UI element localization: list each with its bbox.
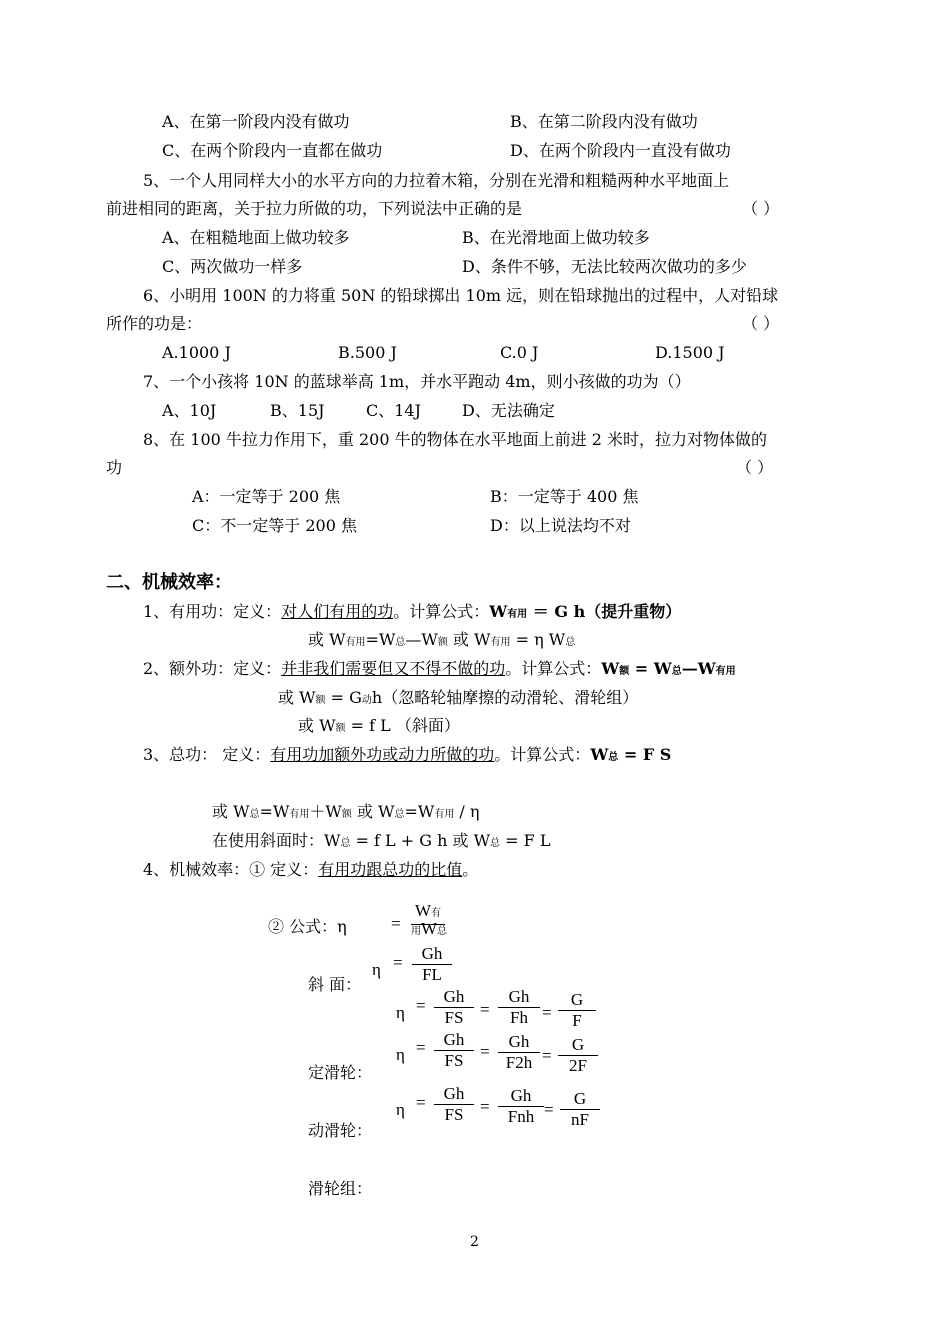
useful-work-lead: 1、有用功：定义： [143, 602, 282, 621]
row2-fraction-3: G F [558, 990, 596, 1031]
total-work-alt-formula-2: 在使用斜面时：W总 = f L + G h 或 W总 = F L [212, 831, 551, 850]
q5-option-a: A、在粗糙地面上做功较多 [162, 228, 350, 247]
extra-work-lead: 2、额外功：定义： [143, 659, 282, 678]
total-work-alt-formula-1: 或 W总=W有用＋W额 或 W总=W有用 / η [212, 802, 480, 821]
extra-work-definition: 并非我们需要但又不得不做的功 [281, 659, 506, 678]
q7-option-d: D、无法确定 [462, 401, 555, 420]
total-work-lead: 3、总功： 定义： [143, 745, 271, 764]
q5-stem-line2: 前进相同的距离，关于拉力所做的功，下列说法中正确的是 [106, 199, 523, 218]
row2-fraction-2: Gh Fh [498, 987, 540, 1028]
q6-option-b: B.500 J [338, 343, 397, 362]
total-work-definition: 有用功加额外功或动力所做的功 [270, 745, 495, 764]
incline-label: 斜 面： [308, 975, 362, 994]
equals-sign: = [391, 914, 401, 933]
incline-equals: = [393, 953, 403, 972]
row3-equals-3: = [542, 1046, 552, 1065]
row2-eta: η [396, 1003, 405, 1022]
useful-work-formula-lead: 。计算公式： [393, 602, 490, 621]
efficiency-main-fraction: W有 用W总 [411, 901, 448, 938]
row3-fraction-1: Gh FS [434, 1030, 474, 1071]
q6-stem-line2: 所作的功是： [106, 314, 203, 333]
row4-equals-1: = [416, 1093, 426, 1112]
incline-fraction: Gh FL [412, 944, 452, 985]
q8-stem-line1: 8、在 100 牛拉力作用下，重 200 牛的物体在水平地面上前进 2 米时，拉力对物体做的 [143, 430, 767, 449]
row4-fraction-1: Gh FS [434, 1084, 474, 1125]
row2-equals-1: = [416, 996, 426, 1015]
row4-equals-3: = [544, 1100, 554, 1119]
q8-stem-line2: 功 [106, 458, 123, 477]
q4-option-b: B、在第二阶段内没有做功 [510, 112, 698, 131]
q6-option-d: D.1500 J [655, 343, 725, 362]
row4-eta: η [396, 1100, 405, 1119]
total-work-formula: W总 = F S [590, 745, 672, 764]
q8-option-c: C：不一定等于 200 焦 [192, 516, 357, 535]
q7-option-b: B、15J [270, 401, 325, 420]
q8-option-d: D：以上说法均不对 [490, 516, 631, 535]
useful-work-formula: W有用 ＝ G h（提升重物） [489, 602, 682, 621]
q8-option-a: A：一定等于 200 焦 [192, 487, 341, 506]
row3-equals-2: = [480, 1042, 490, 1061]
efficiency-formula-label: ② 公式：η [268, 917, 347, 936]
fixed-pulley-label: 定滑轮： [308, 1063, 373, 1082]
q5-option-b: B、在光滑地面上做功较多 [462, 228, 650, 247]
page-number: 2 [470, 1234, 479, 1250]
extra-work-formula-lead: 。计算公式： [505, 659, 602, 678]
q6-stem-line1: 6、小明用 100N 的力将重 50N 的铅球掷出 10m 远，则在铅球抛出的过程中，人对铅球 [143, 286, 779, 305]
useful-work-definition: 对人们有用的功 [281, 602, 394, 621]
q8-option-b: B：一定等于 400 焦 [490, 487, 639, 506]
q5-answer-bracket: （ ） [742, 199, 780, 218]
q4-option-a: A、在第一阶段内没有做功 [162, 112, 350, 131]
q4-option-d: D、在两个阶段内一直没有做功 [510, 141, 731, 160]
section-title: 二、机械效率： [106, 572, 232, 593]
useful-work-alt-formula: 或 W有用=W总—W额 或 W有用 = η W总 [308, 630, 576, 649]
efficiency-lead: 4、机械效率：① 定义： [143, 860, 319, 879]
q7-option-c: C、14J [366, 401, 422, 420]
q6-option-a: A.1000 J [162, 343, 231, 362]
row4-fraction-3: G nF [560, 1089, 600, 1130]
row3-fraction-2: Gh F2h [498, 1032, 540, 1073]
incline-eta: η [372, 960, 381, 979]
useful-work-line [143, 602, 681, 625]
q6-answer-bracket: （ ） [742, 314, 780, 333]
q7-stem: 7、一个小孩将 10N 的蓝球举高 1m，并水平跑动 4m，则小孩做的功为（） [143, 372, 691, 391]
pulley-block-label: 滑轮组： [308, 1179, 373, 1198]
extra-work-line [143, 659, 736, 682]
row2-equals-3: = [542, 1003, 552, 1022]
total-work-line [143, 745, 671, 768]
row4-fraction-2: Gh Fnh [498, 1086, 544, 1127]
q7-option-a: A、10J [162, 401, 217, 420]
q5-option-c: C、两次做功一样多 [162, 257, 303, 276]
efficiency-definition-line: 4、机械效率：① 定义：有用功跟总功的比值。 [143, 860, 479, 879]
extra-work-alt-formula-1: 或 W额 = G动h（忽略轮轴摩擦的动滑轮、滑轮组） [278, 688, 639, 707]
row4-equals-2: = [480, 1097, 490, 1116]
row3-equals-1: = [416, 1038, 426, 1057]
row3-eta: η [396, 1045, 405, 1064]
total-work-formula-lead: 。计算公式： [494, 745, 591, 764]
q5-option-d: D、条件不够，无法比较两次做功的多少 [462, 257, 747, 276]
extra-work-formula: W额 = W总—W有用 [601, 659, 736, 678]
q5-stem-line1: 5、一个人用同样大小的水平方向的力拉着木箱，分别在光滑和粗糙两种水平地面上 [143, 171, 730, 190]
q8-answer-bracket: （ ） [736, 458, 774, 477]
row2-equals-2: = [480, 1000, 490, 1019]
q6-option-c: C.0 J [500, 343, 539, 362]
q4-option-c: C、在两个阶段内一直都在做功 [162, 141, 383, 160]
row3-fraction-3: G 2F [558, 1035, 598, 1076]
extra-work-alt-formula-2: 或 W额 = f L （斜面） [298, 716, 460, 735]
row2-fraction-1: Gh FS [434, 987, 474, 1028]
efficiency-definition: 有用功跟总功的比值 [318, 860, 463, 879]
movable-pulley-label: 动滑轮： [308, 1121, 373, 1140]
